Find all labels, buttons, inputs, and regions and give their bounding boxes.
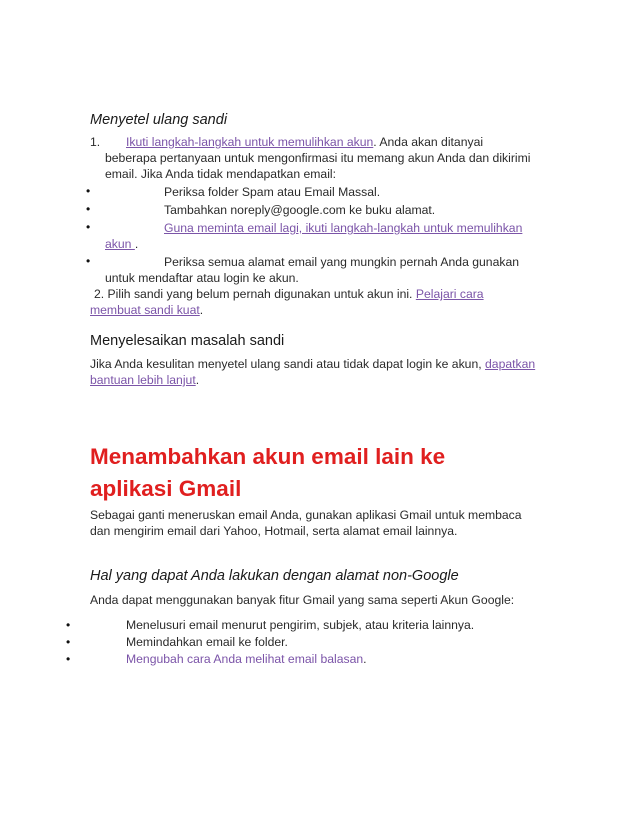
more-help-link-cont[interactable]: bantuan lebih lanjut — [90, 373, 196, 387]
bullet-add-noreply: Tambahkan noreply@google.com ke buku alamat. — [164, 203, 436, 217]
more-help-link[interactable]: dapatkan — [485, 357, 536, 371]
strong-password-link-cont[interactable]: membuat sandi kuat — [90, 303, 200, 317]
bullet-marker: • — [86, 254, 91, 268]
add-account-line-2: dan mengirim email dari Yahoo, Hotmail, serta alamat email lainnya. — [90, 524, 458, 538]
step-2-line-1 — [94, 286, 484, 302]
bullet-marker: • — [86, 202, 91, 216]
heading-non-google: Hal yang dapat Anda lakukan dengan alamat non-Google — [90, 568, 459, 584]
add-account-line-1: Sebagai ganti meneruskan email Anda, gunakan aplikasi Gmail untuk membaca — [90, 508, 522, 522]
bullet-marker: • — [66, 635, 71, 649]
bullet-marker: • — [86, 184, 91, 198]
bullet-marker: • — [66, 618, 71, 632]
step-2-text: 2. Pilih sandi yang belum pernah digunakan untuk akun ini. — [94, 287, 416, 301]
troubleshoot-text: Jika Anda kesulitan menyetel ulang sandi atau tidak dapat login ke akun, — [90, 357, 486, 371]
troubleshoot-line-1 — [90, 356, 535, 372]
heading-reset-password: Menyetel ulang sandi — [90, 112, 228, 128]
bullet-change-reply-after: . — [363, 652, 367, 666]
recover-account-link[interactable]: Ikuti langkah-langkah untuk memulihkan akun — [126, 135, 374, 149]
bullet-check-spam: Periksa folder Spam atau Email Massal. — [164, 185, 381, 199]
troubleshoot-line-2 — [90, 372, 199, 388]
troubleshoot-after: . — [195, 373, 200, 387]
step-1-line-1 — [126, 134, 483, 150]
bullet-request-email-line-2 — [105, 236, 138, 252]
step-1-number: 1. — [90, 135, 101, 149]
bullet-check-emails-line-1: Periksa semua alamat email yang mungkin pernah Anda gunakan — [164, 255, 520, 269]
step-1-line-2: beberapa pertanyaan untuk mengonfirmasi itu memang akun Anda dan dikirimi — [105, 151, 531, 165]
step-2-line-2 — [90, 302, 203, 318]
non-google-intro: Anda dapat menggunakan banyak fitur Gmail yang sama seperti Akun Google: — [90, 593, 515, 607]
bullet-search-email: Menelusuri email menurut pengirim, subjek, atau kriteria lainnya. — [126, 618, 475, 632]
request-email-link[interactable]: Guna meminta email lagi, ikuti langkah-langkah untuk memulihkan — [164, 221, 523, 235]
strong-password-link[interactable]: Pelajari cara — [415, 287, 484, 301]
bullet-move-email: Memindahkan email ke folder. — [126, 635, 288, 649]
change-reply-view-link[interactable]: Mengubah cara Anda melihat email balasan — [126, 652, 364, 666]
bullet-change-reply-view — [126, 651, 367, 667]
bullet-marker: • — [86, 220, 91, 234]
step-2-after: . — [199, 303, 204, 317]
heading-troubleshoot-password: Menyelesaikan masalah sandi — [90, 333, 285, 349]
request-email-link-cont[interactable]: akun — [105, 237, 135, 251]
step-1-line-1-rest: . Anda akan ditanyai — [373, 135, 484, 149]
bullet-request-email-line-1 — [164, 220, 522, 236]
step-1-line-3: email. Jika Anda tidak mendapatkan email: — [105, 167, 337, 181]
bullet-request-email-after: . — [134, 237, 139, 251]
heading-add-email-account-line-1: Menambahkan akun email lain ke — [90, 444, 446, 469]
bullet-check-emails-line-2: untuk mendaftar atau login ke akun. — [105, 271, 299, 285]
heading-add-email-account-line-2: aplikasi Gmail — [90, 476, 242, 501]
bullet-marker: • — [66, 652, 71, 666]
